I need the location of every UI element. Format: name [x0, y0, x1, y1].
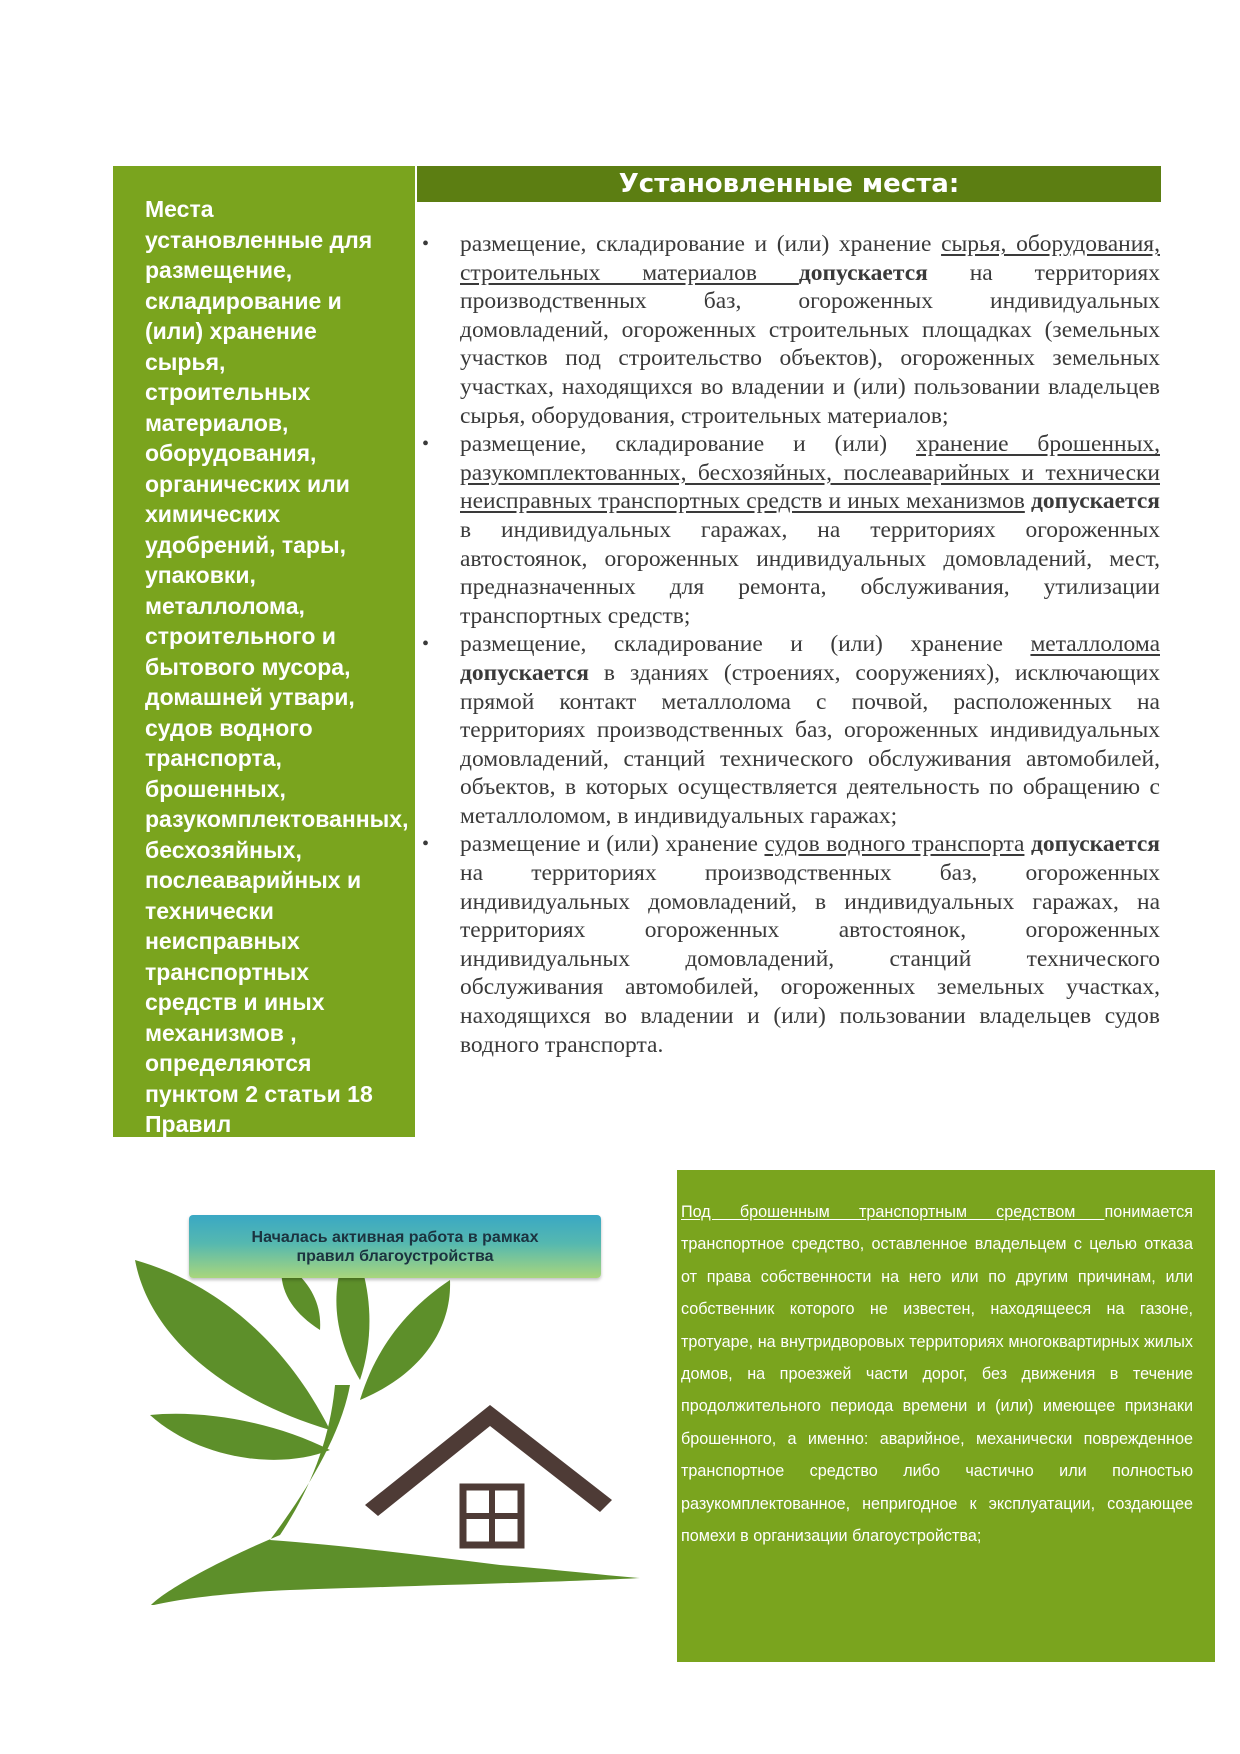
definition-text: Под брошенным транспортным средством понимается транспортное средство, оставленное владельцем с целью отказа от права собственности на него или по другим причинам, или собственник которого не известен, находящееся на газоне, тротуаре, на внутридворовых территориях многоквартирных жилых домов, на проезжей части дорог, без движения в течение продолжительного периода времени и (или) имеющее признаки брошенного, а именно: аварийное, механически поврежденное транспортное средство либо частично или полностью разукомплектованное, непригодное к эксплуатации, создающее помехи в организации благоустройства;: [681, 1203, 1193, 1546]
list-item: • размещение, складирование и (или) хранение брошенных, разукомплектованных, бесхозяйных, послеаварийных и технически неисправных транспортных средств и иных механизмов допускается в индивидуальных гаражах, на территориях огороженных автостоянок, огороженных индивидуальных домовладений, мест, предназначенных для ремонта, обслуживания, утилизации транспортных средств;: [422, 431, 1160, 629]
list-item: • размещение, складирование и (или) хранение сырья, оборудования, строительных материалов допускается на территориях производственных баз, огороженных индивидуальных домовладений, огороженных строительных площадках (земельных участков под строительство объектов), огороженных земельных участках, находящихся во владении и (или) пользовании владельцев сырья, оборудования, строительных материалов;: [422, 231, 1160, 429]
house-icon: [365, 1405, 612, 1545]
bullet-icon: •: [422, 633, 430, 656]
bullet-icon: •: [422, 233, 430, 255]
section-heading: Установленные места:: [417, 166, 1161, 202]
logo-banner: Началась активная работа в рамках правил благоустройства: [189, 1215, 601, 1278]
left-summary-text: Места установленные для размещение, складирование и (или) хранение сырья, строительных материалов, оборудования, органических или химических удобрений, тары, упаковки, металлолома, строительного и бытового мусора, домашней утвари, судов водного транспорта, брошенных, разукомплектованных, бесхозяйных, послеаварийных и технически неисправных транспортных средств и иных механизмов , определяются пунктом 2 статьи 18 Правил благоустройства.: [145, 196, 409, 1168]
definition-panel: [677, 1170, 1215, 1662]
left-summary-panel: [113, 166, 415, 1168]
bullet-icon: •: [422, 833, 430, 856]
list-item: • размещение, складирование и (или) хранение металлолома допускается в зданиях (строениях, сооружениях), исключающих прямой контакт металлолома с почвой, расположенных на территориях производственных баз, огороженных индивидуальных домовладений, станций технического обслуживания автомобилей, объектов, в которых осуществляется деятельность по обращению с металлоломом, в индивидуальных гаражах;: [422, 631, 1160, 829]
list-item: • размещение и (или) хранение судов водного транспорта допускается на территориях производственных баз, огороженных индивидуальных домовладений, в индивидуальных гаражах, на территориях огороженных автостоянок, огороженных индивидуальных домовладений, станций технического обслуживания автомобилей, огороженных земельных участках, находящихся во владении и (или) пользовании владельцев судов водного транспорта.: [422, 831, 1160, 1058]
bullet-icon: •: [422, 433, 430, 456]
established-places-list: [418, 230, 1160, 1059]
definition-term: Под брошенным транспортным средством: [681, 1203, 1105, 1221]
